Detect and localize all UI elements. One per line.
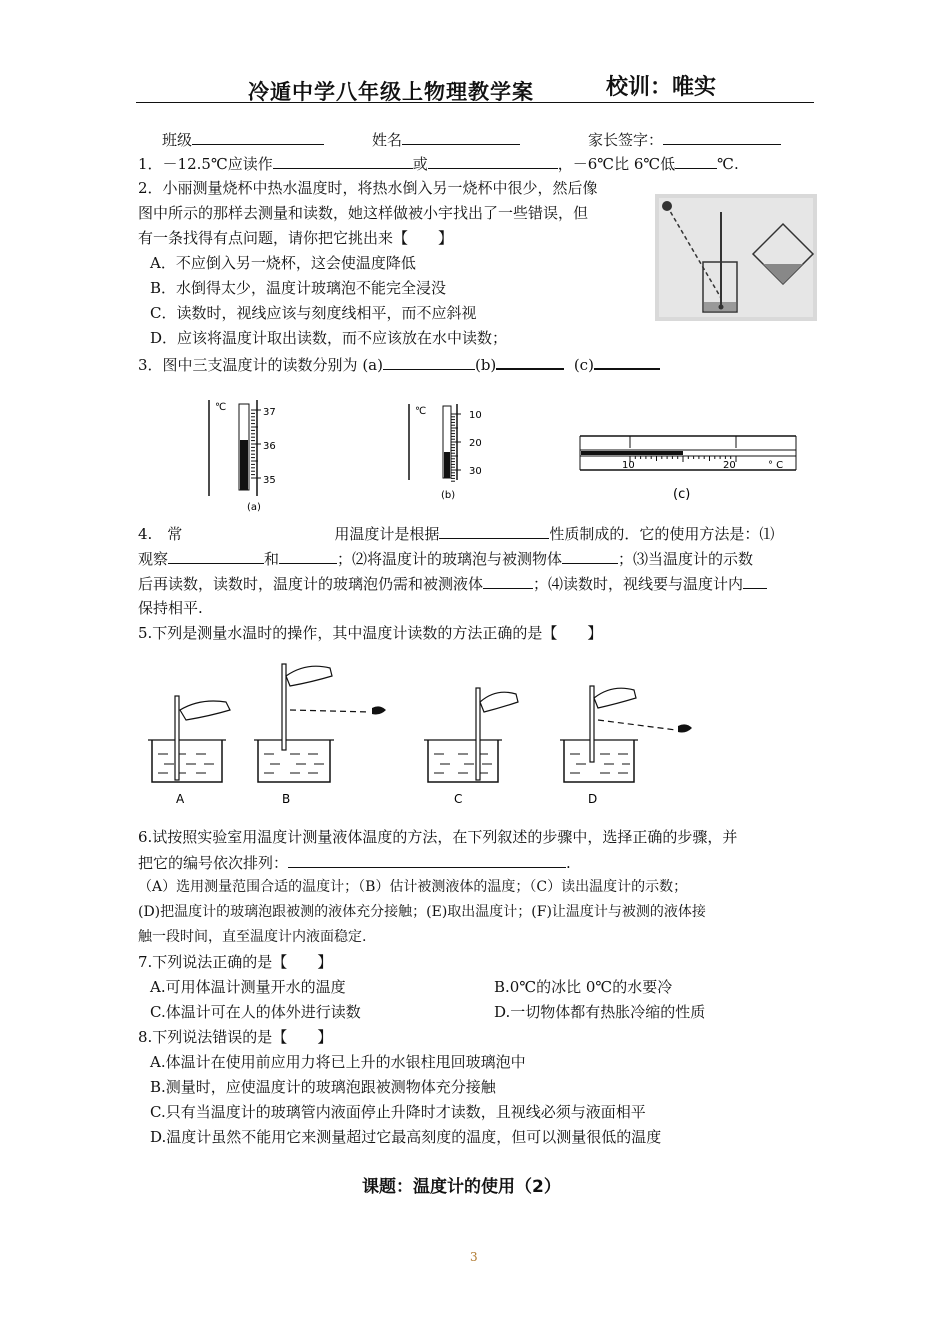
name-field bbox=[372, 128, 520, 151]
q8-option-a: A.体温计在使用前应用力将已上升的水银柱甩回玻璃泡中 bbox=[150, 1053, 526, 1071]
thermo-b-unit: ℃ bbox=[415, 406, 427, 417]
q8-option-b: B.测量时，应使温度计的玻璃泡跟被测物体充分接触 bbox=[150, 1078, 496, 1096]
thermo-c-label: (c) bbox=[673, 487, 691, 502]
q2-option-a: A．不应倒入另一烧杯，这会使温度降低 bbox=[150, 254, 416, 272]
q4-text-e: 和 bbox=[264, 550, 280, 568]
q5-label-d: D bbox=[588, 792, 598, 806]
q3-blank-c[interactable] bbox=[594, 352, 660, 370]
thermo-a-tick-36: 36 bbox=[263, 441, 276, 452]
q2-option-c: C．读数时，视线应该与刻度线相平，而不应斜视 bbox=[150, 304, 477, 322]
header-rule bbox=[136, 102, 814, 103]
q2-option-d: D．应该将温度计取出读数，而不应该放在水中读数； bbox=[150, 329, 508, 347]
thermo-c-unit: ° C bbox=[768, 460, 784, 471]
q8-text: 8.下列说法错误的是【 】 bbox=[138, 1028, 333, 1046]
page-title: 冷遁中学八年级上物理教学案 bbox=[248, 80, 534, 104]
q6-line-1: 6.试按照实验室用温度计测量液体温度的方法，在下列叙述的步骤中，选择正确的步骤，并 bbox=[138, 828, 738, 846]
thermo-a-unit: ℃ bbox=[215, 402, 227, 413]
q7-option-a: A.可用体温计测量开水的温度 bbox=[150, 978, 346, 996]
q6-blank[interactable] bbox=[288, 851, 566, 868]
class-blank[interactable] bbox=[192, 128, 324, 145]
thermo-b-label: (b) bbox=[441, 490, 456, 501]
parent-label: 家长签字： bbox=[588, 131, 664, 149]
question-1 bbox=[138, 152, 739, 175]
q1-text-c: ，－6℃比 6℃低 bbox=[557, 155, 676, 173]
q4-blank-3[interactable] bbox=[279, 547, 337, 564]
thermometer-b bbox=[405, 400, 490, 506]
thermo-a-label: (a) bbox=[247, 502, 261, 513]
thermo-a-tick-37: 37 bbox=[263, 407, 276, 418]
q4-text-d: 观察 bbox=[138, 550, 169, 568]
school-motto: 校训：唯实 bbox=[606, 75, 717, 100]
q2-line-3: 有一条找得有点问题，请你把它挑出来【 】 bbox=[138, 229, 454, 247]
q5-label-b: B bbox=[282, 792, 291, 806]
q5-label-c: C bbox=[454, 792, 463, 806]
class-label: 班级 bbox=[162, 131, 193, 149]
name-label: 姓名 bbox=[372, 131, 403, 149]
q1-text-a: 1．－12.5℃应读作 bbox=[138, 155, 273, 173]
q2-line-1: 2．小丽测量烧杯中热水温度时，将热水倒入另一烧杯中很少，然后像 bbox=[138, 179, 598, 197]
lesson-title: 课题：温度计的使用（2） bbox=[362, 1177, 561, 1197]
q6-line-2 bbox=[138, 851, 571, 874]
class-field bbox=[162, 128, 324, 151]
thermo-a-liquid bbox=[240, 440, 248, 490]
q6-text-end: . bbox=[566, 854, 571, 872]
q7-option-d: D.一切物体都有热胀冷缩的性质 bbox=[494, 1003, 706, 1021]
q7-option-b: B.0℃的冰比 0℃的水要冷 bbox=[494, 978, 673, 996]
thermo-c-liquid bbox=[581, 451, 683, 455]
q1-blank-2[interactable] bbox=[428, 152, 558, 169]
thermo-a-tick-35: 35 bbox=[263, 475, 276, 486]
q2-option-b: B．水倒得太少，温度计玻璃泡不能完全浸没 bbox=[150, 279, 447, 297]
q1-text-d: ℃. bbox=[717, 155, 739, 173]
thermo-b-tick-30: 30 bbox=[469, 466, 482, 477]
page-number: 3 bbox=[470, 1250, 478, 1264]
q4-line-4: 保持相平. bbox=[138, 599, 203, 617]
q4-blank-1[interactable] bbox=[439, 522, 549, 539]
q4-text-c: 性质制成的．它的使用方法是：⑴ bbox=[549, 525, 775, 543]
question-3 bbox=[138, 352, 660, 376]
thermo-b-liquid bbox=[444, 452, 450, 478]
parent-blank[interactable] bbox=[663, 128, 781, 145]
thermo-c-tick-20: 20 bbox=[723, 460, 736, 471]
thermo-b-tick-20: 20 bbox=[469, 438, 482, 449]
q1-blank-1[interactable] bbox=[273, 152, 413, 169]
q7-text: 7.下列说法正确的是【 】 bbox=[138, 953, 333, 971]
parent-sign-field bbox=[588, 128, 781, 151]
q5-option-b-drawing bbox=[254, 664, 386, 806]
q8-option-c: C.只有当温度计的玻璃管内液面停止升降时才读数，且视线必须与液面相平 bbox=[150, 1103, 646, 1121]
q3-blank-b[interactable] bbox=[496, 352, 564, 370]
q4-text-i: ；⑷读数时，视线要与温度计内 bbox=[533, 575, 744, 593]
q6-line-4: (D)把温度计的玻璃泡跟被测的液体充分接触；(E)取出温度计；(F)让温度计与被测的液体接 bbox=[138, 904, 706, 920]
q5-label-a: A bbox=[176, 792, 185, 806]
q4-line-2 bbox=[138, 547, 753, 570]
q4-line-3 bbox=[138, 572, 767, 595]
q5-option-d-drawing bbox=[560, 686, 692, 806]
q2-figure bbox=[655, 194, 817, 321]
thermo-c-tick-10: 10 bbox=[622, 460, 635, 471]
q3-text: 3．图中三支温度计的读数分别为 (a) bbox=[138, 356, 383, 374]
q1-text-b: 或 bbox=[412, 155, 428, 173]
q5-figure bbox=[140, 660, 710, 810]
q4-text-h: 后再读数，读数时，温度计的玻璃泡仍需和被测液体 bbox=[138, 575, 484, 593]
q8-option-d: D.温度计虽然不能用它来测量超过它最高刻度的温度，但可以测量很低的温度 bbox=[150, 1128, 662, 1146]
thermo-b-tick-10: 10 bbox=[469, 410, 482, 421]
q1-blank-3[interactable] bbox=[675, 152, 717, 169]
q6-line-3: （A）选用测量范围合适的温度计；（B）估计被测液体的温度；（C）读出温度计的示数； bbox=[138, 879, 688, 895]
q5-option-a-drawing bbox=[148, 696, 230, 806]
q4-text-a: 4. 常 bbox=[138, 525, 183, 543]
q4-text-f: ；⑵将温度计的玻璃泡与被测物体 bbox=[337, 550, 563, 568]
q4-text-g: ；⑶当温度计的示数 bbox=[618, 550, 754, 568]
q4-text-b: 用温度计是根据 bbox=[334, 525, 440, 543]
q6-text-a: 把它的编号依次排列： bbox=[138, 854, 289, 872]
thermometer-a bbox=[205, 396, 290, 514]
q3-text-b: (b) bbox=[474, 356, 497, 374]
q5-option-c-drawing bbox=[424, 688, 518, 806]
q2-line-2: 图中所示的那样去测量和读数，她这样做被小宇找出了一些错误，但 bbox=[138, 204, 589, 222]
q5-text: 5.下列是测量水温时的操作，其中温度计读数的方法正确的是【 】 bbox=[138, 624, 603, 642]
q4-blank-2[interactable] bbox=[168, 547, 264, 564]
q4-blank-4[interactable] bbox=[562, 547, 618, 564]
name-blank[interactable] bbox=[402, 128, 520, 145]
q4-blank-5[interactable] bbox=[483, 572, 533, 589]
q7-option-c: C.体温计可在人的体外进行读数 bbox=[150, 1003, 361, 1021]
q4-line-1 bbox=[138, 522, 774, 545]
q4-blank-6[interactable] bbox=[743, 572, 767, 589]
q6-line-5: 触一段时间，直至温度计内液面稳定. bbox=[138, 929, 367, 945]
q3-blank-a[interactable] bbox=[383, 353, 475, 370]
thermometer-c bbox=[578, 432, 800, 504]
q3-text-c: (c) bbox=[573, 356, 594, 374]
